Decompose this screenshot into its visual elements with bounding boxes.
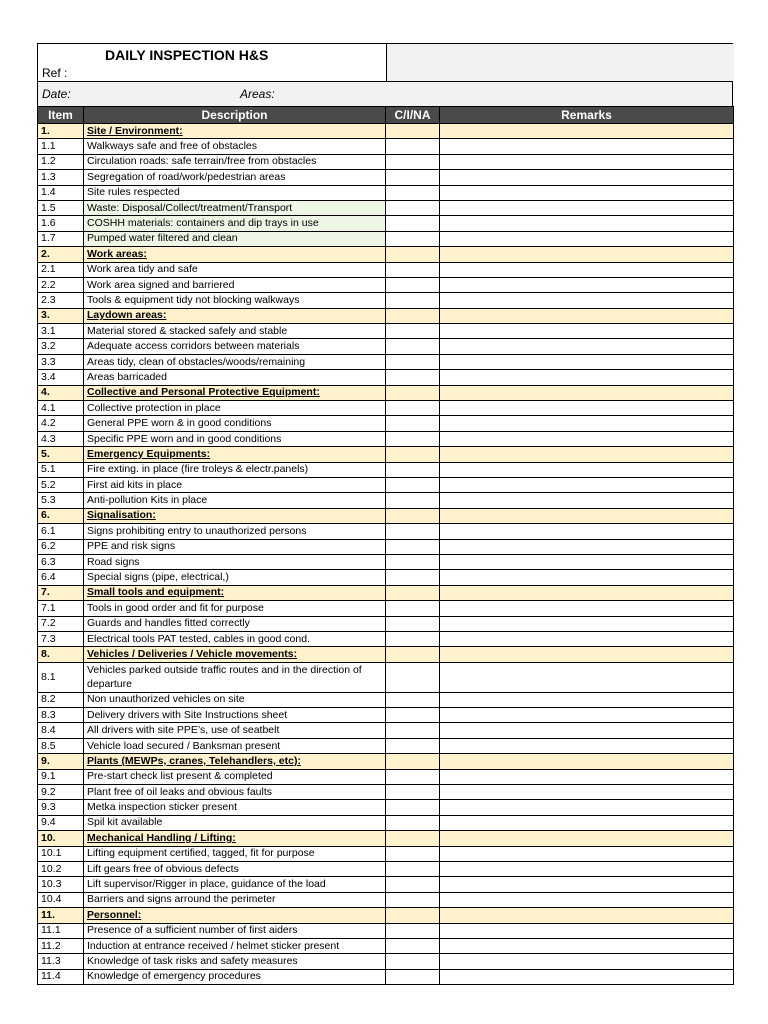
table-row xyxy=(38,723,734,738)
item-number: 6.1 xyxy=(38,524,84,539)
table-row xyxy=(38,431,734,446)
item-number: 3.1 xyxy=(38,324,84,339)
cina-input-cell[interactable] xyxy=(386,892,440,907)
item-description: First aid kits in place xyxy=(84,477,386,492)
item-description: Knowledge of emergency procedures xyxy=(84,969,386,984)
section-title: Signalisation: xyxy=(84,508,386,523)
item-description: Electrical tools PAT tested, cables in good cond. xyxy=(84,631,386,646)
table-row xyxy=(38,154,734,169)
table-row xyxy=(38,570,734,585)
table-row xyxy=(38,815,734,830)
cina-input-cell[interactable] xyxy=(386,969,440,984)
remarks-input-cell[interactable] xyxy=(440,923,734,938)
table-row xyxy=(38,216,734,231)
remarks-input-cell[interactable] xyxy=(440,139,734,154)
item-description: COSHH materials: containers and dip trays in use xyxy=(84,216,386,231)
item-number: 7.2 xyxy=(38,616,84,631)
section-row xyxy=(38,754,734,769)
item-description: PPE and risk signs xyxy=(84,539,386,554)
table-row xyxy=(38,170,734,185)
remarks-input-cell[interactable] xyxy=(440,846,734,861)
section-cina-cell xyxy=(386,124,440,139)
remarks-input-cell[interactable] xyxy=(440,354,734,369)
section-number: 10. xyxy=(38,831,84,846)
item-number: 4.3 xyxy=(38,431,84,446)
cina-input-cell[interactable] xyxy=(386,200,440,215)
cina-input-cell[interactable] xyxy=(386,431,440,446)
table-row xyxy=(38,139,734,154)
section-title: Small tools and equipment: xyxy=(84,585,386,600)
item-description: Plant free of oil leaks and obvious faults xyxy=(84,785,386,800)
remarks-input-cell[interactable] xyxy=(440,692,734,707)
remarks-input-cell[interactable] xyxy=(440,524,734,539)
table-row xyxy=(38,892,734,907)
col-header-description: Description xyxy=(84,107,386,124)
section-cina-cell xyxy=(386,385,440,400)
col-header-item: Item xyxy=(38,107,84,124)
item-number: 5.3 xyxy=(38,493,84,508)
remarks-input-cell[interactable] xyxy=(440,216,734,231)
item-description: Material stored & stacked safely and stable xyxy=(84,324,386,339)
item-number: 8.5 xyxy=(38,738,84,753)
item-number: 10.1 xyxy=(38,846,84,861)
item-description: Collective protection in place xyxy=(84,401,386,416)
remarks-input-cell[interactable] xyxy=(440,769,734,784)
item-number: 8.4 xyxy=(38,723,84,738)
item-number: 8.1 xyxy=(38,662,84,692)
section-cina-cell xyxy=(386,831,440,846)
table-row xyxy=(38,861,734,876)
cina-input-cell[interactable] xyxy=(386,170,440,185)
item-number: 9.3 xyxy=(38,800,84,815)
section-title: Laydown areas: xyxy=(84,308,386,323)
table-row xyxy=(38,877,734,892)
areas-label: Areas: xyxy=(240,87,275,101)
remarks-input-cell[interactable] xyxy=(440,231,734,246)
item-description: Signs prohibiting entry to unauthorized persons xyxy=(84,524,386,539)
section-row xyxy=(38,385,734,400)
table-row xyxy=(38,954,734,969)
page-title: DAILY INSPECTION H&S xyxy=(105,47,269,63)
section-remarks-cell xyxy=(440,447,734,462)
item-description: Anti-pollution Kits in place xyxy=(84,493,386,508)
section-remarks-cell xyxy=(440,308,734,323)
sheet-header xyxy=(37,43,733,81)
remarks-input-cell[interactable] xyxy=(440,185,734,200)
item-description: Lift supervisor/Rigger in place, guidance of the load xyxy=(84,877,386,892)
section-number: 11. xyxy=(38,908,84,923)
cina-input-cell[interactable] xyxy=(386,401,440,416)
item-number: 2.1 xyxy=(38,262,84,277)
section-row xyxy=(38,508,734,523)
cina-input-cell[interactable] xyxy=(386,877,440,892)
section-number: 3. xyxy=(38,308,84,323)
cina-input-cell[interactable] xyxy=(386,477,440,492)
table-row xyxy=(38,200,734,215)
section-number: 5. xyxy=(38,447,84,462)
section-title: Collective and Personal Protective Equipment: xyxy=(84,385,386,400)
cina-input-cell[interactable] xyxy=(386,539,440,554)
remarks-input-cell[interactable] xyxy=(440,370,734,385)
cina-input-cell[interactable] xyxy=(386,231,440,246)
item-number: 9.1 xyxy=(38,769,84,784)
header-blank-cell xyxy=(387,44,734,81)
item-description: Areas barricaded xyxy=(84,370,386,385)
remarks-input-cell[interactable] xyxy=(440,324,734,339)
item-description: Circulation roads: safe terrain/free from obstacles xyxy=(84,154,386,169)
item-description: Barriers and signs arround the perimeter xyxy=(84,892,386,907)
cina-input-cell[interactable] xyxy=(386,708,440,723)
col-header-cina: C/I/NA xyxy=(386,107,440,124)
item-number: 9.4 xyxy=(38,815,84,830)
section-remarks-cell xyxy=(440,647,734,662)
cina-input-cell[interactable] xyxy=(386,923,440,938)
remarks-input-cell[interactable] xyxy=(440,401,734,416)
item-description: Guards and handles fitted correctly xyxy=(84,616,386,631)
item-number: 1.3 xyxy=(38,170,84,185)
remarks-input-cell[interactable] xyxy=(440,785,734,800)
table-row xyxy=(38,846,734,861)
inspection-sheet xyxy=(37,43,733,985)
section-row xyxy=(38,124,734,139)
item-description: Fire exting. in place (fire troleys & electr.panels) xyxy=(84,462,386,477)
item-description: Delivery drivers with Site Instructions sheet xyxy=(84,708,386,723)
section-number: 7. xyxy=(38,585,84,600)
cina-input-cell[interactable] xyxy=(386,324,440,339)
section-cina-cell xyxy=(386,647,440,662)
remarks-input-cell[interactable] xyxy=(440,477,734,492)
item-number: 4.2 xyxy=(38,416,84,431)
remarks-input-cell[interactable] xyxy=(440,570,734,585)
table-row xyxy=(38,800,734,815)
section-cina-cell xyxy=(386,754,440,769)
remarks-input-cell[interactable] xyxy=(440,738,734,753)
remarks-input-cell[interactable] xyxy=(440,861,734,876)
table-row xyxy=(38,416,734,431)
item-number: 10.4 xyxy=(38,892,84,907)
table-row xyxy=(38,539,734,554)
section-row xyxy=(38,908,734,923)
table-row xyxy=(38,662,734,692)
remarks-input-cell[interactable] xyxy=(440,293,734,308)
item-description: Spil kit available xyxy=(84,815,386,830)
cina-input-cell[interactable] xyxy=(386,846,440,861)
remarks-input-cell[interactable] xyxy=(440,554,734,569)
remarks-input-cell[interactable] xyxy=(440,892,734,907)
item-number: 5.1 xyxy=(38,462,84,477)
section-title: Emergency Equipments: xyxy=(84,447,386,462)
section-title: Vehicles / Deliveries / Vehicle movements: xyxy=(84,647,386,662)
remarks-input-cell[interactable] xyxy=(440,493,734,508)
table-header-row xyxy=(38,107,734,124)
item-description: Special signs (pipe, electrical,) xyxy=(84,570,386,585)
cina-input-cell[interactable] xyxy=(386,524,440,539)
item-number: 1.6 xyxy=(38,216,84,231)
item-number: 11.2 xyxy=(38,938,84,953)
item-number: 1.7 xyxy=(38,231,84,246)
section-remarks-cell xyxy=(440,585,734,600)
item-number: 11.3 xyxy=(38,954,84,969)
cina-input-cell[interactable] xyxy=(386,815,440,830)
remarks-input-cell[interactable] xyxy=(440,708,734,723)
item-description: Work area signed and barriered xyxy=(84,277,386,292)
item-number: 6.3 xyxy=(38,554,84,569)
section-title: Plants (MEWPs, cranes, Telehandlers, etc): xyxy=(84,754,386,769)
item-description: Waste: Disposal/Collect/treatment/Transport xyxy=(84,200,386,215)
section-number: 9. xyxy=(38,754,84,769)
cina-input-cell[interactable] xyxy=(386,692,440,707)
item-number: 5.2 xyxy=(38,477,84,492)
cina-input-cell[interactable] xyxy=(386,154,440,169)
remarks-input-cell[interactable] xyxy=(440,877,734,892)
section-row xyxy=(38,647,734,662)
item-number: 2.2 xyxy=(38,277,84,292)
section-title: Personnel: xyxy=(84,908,386,923)
cina-input-cell[interactable] xyxy=(386,785,440,800)
cina-input-cell[interactable] xyxy=(386,293,440,308)
cina-input-cell[interactable] xyxy=(386,601,440,616)
remarks-input-cell[interactable] xyxy=(440,170,734,185)
cina-input-cell[interactable] xyxy=(386,662,440,692)
section-row xyxy=(38,308,734,323)
table-row xyxy=(38,785,734,800)
table-row xyxy=(38,277,734,292)
table-row xyxy=(38,708,734,723)
cina-input-cell[interactable] xyxy=(386,954,440,969)
remarks-input-cell[interactable] xyxy=(440,601,734,616)
table-row xyxy=(38,185,734,200)
date-areas-bar xyxy=(37,81,733,106)
remarks-input-cell[interactable] xyxy=(440,954,734,969)
remarks-input-cell[interactable] xyxy=(440,631,734,646)
remarks-input-cell[interactable] xyxy=(440,339,734,354)
section-number: 6. xyxy=(38,508,84,523)
cina-input-cell[interactable] xyxy=(386,262,440,277)
item-description: Vehicle load secured / Banksman present xyxy=(84,738,386,753)
cina-input-cell[interactable] xyxy=(386,370,440,385)
section-row xyxy=(38,247,734,262)
item-number: 7.3 xyxy=(38,631,84,646)
table-row xyxy=(38,462,734,477)
item-number: 3.4 xyxy=(38,370,84,385)
cina-input-cell[interactable] xyxy=(386,462,440,477)
table-row xyxy=(38,769,734,784)
item-number: 11.1 xyxy=(38,923,84,938)
section-cina-cell xyxy=(386,585,440,600)
item-number: 2.3 xyxy=(38,293,84,308)
section-remarks-cell xyxy=(440,385,734,400)
cina-input-cell[interactable] xyxy=(386,723,440,738)
item-description: Pumped water filtered and clean xyxy=(84,231,386,246)
remarks-input-cell[interactable] xyxy=(440,800,734,815)
item-number: 6.2 xyxy=(38,539,84,554)
remarks-input-cell[interactable] xyxy=(440,539,734,554)
table-row xyxy=(38,339,734,354)
item-number: 11.4 xyxy=(38,969,84,984)
table-row xyxy=(38,969,734,984)
item-number: 3.3 xyxy=(38,354,84,369)
cina-input-cell[interactable] xyxy=(386,339,440,354)
item-number: 1.5 xyxy=(38,200,84,215)
item-number: 1.2 xyxy=(38,154,84,169)
item-description: Induction at entrance received / helmet sticker present xyxy=(84,938,386,953)
item-description: Pre-start check list present & completed xyxy=(84,769,386,784)
cina-input-cell[interactable] xyxy=(386,493,440,508)
item-description: Metka inspection sticker present xyxy=(84,800,386,815)
section-remarks-cell xyxy=(440,247,734,262)
item-number: 3.2 xyxy=(38,339,84,354)
section-title: Mechanical Handling / Lifting: xyxy=(84,831,386,846)
remarks-input-cell[interactable] xyxy=(440,431,734,446)
section-number: 2. xyxy=(38,247,84,262)
table-row xyxy=(38,370,734,385)
remarks-input-cell[interactable] xyxy=(440,200,734,215)
header-title-cell xyxy=(38,44,387,81)
remarks-input-cell[interactable] xyxy=(440,416,734,431)
section-remarks-cell xyxy=(440,508,734,523)
cina-input-cell[interactable] xyxy=(386,861,440,876)
item-description: Walkways safe and free of obstacles xyxy=(84,139,386,154)
item-description: Specific PPE worn and in good conditions xyxy=(84,431,386,446)
item-description: Knowledge of task risks and safety measures xyxy=(84,954,386,969)
table-row xyxy=(38,231,734,246)
item-description: Work area tidy and safe xyxy=(84,262,386,277)
table-row xyxy=(38,524,734,539)
table-row xyxy=(38,324,734,339)
item-number: 7.1 xyxy=(38,601,84,616)
table-row xyxy=(38,554,734,569)
item-description: Tools & equipment tidy not blocking walkways xyxy=(84,293,386,308)
section-title: Work areas: xyxy=(84,247,386,262)
section-number: 4. xyxy=(38,385,84,400)
remarks-input-cell[interactable] xyxy=(440,262,734,277)
item-number: 10.2 xyxy=(38,861,84,876)
item-number: 8.2 xyxy=(38,692,84,707)
table-row xyxy=(38,477,734,492)
remarks-input-cell[interactable] xyxy=(440,969,734,984)
item-number: 6.4 xyxy=(38,570,84,585)
item-description: Site rules respected xyxy=(84,185,386,200)
section-row xyxy=(38,447,734,462)
cina-input-cell[interactable] xyxy=(386,631,440,646)
item-number: 4.1 xyxy=(38,401,84,416)
table-row xyxy=(38,692,734,707)
section-remarks-cell xyxy=(440,754,734,769)
remarks-input-cell[interactable] xyxy=(440,154,734,169)
section-number: 1. xyxy=(38,124,84,139)
table-row xyxy=(38,938,734,953)
table-row xyxy=(38,401,734,416)
col-header-remarks: Remarks xyxy=(440,107,734,124)
remarks-input-cell[interactable] xyxy=(440,938,734,953)
cina-input-cell[interactable] xyxy=(386,616,440,631)
table-row xyxy=(38,738,734,753)
item-description: All drivers with site PPE’s, use of seatbelt xyxy=(84,723,386,738)
item-description: General PPE worn & in good conditions xyxy=(84,416,386,431)
cina-input-cell[interactable] xyxy=(386,769,440,784)
section-cina-cell xyxy=(386,508,440,523)
item-number: 1.1 xyxy=(38,139,84,154)
cina-input-cell[interactable] xyxy=(386,185,440,200)
section-cina-cell xyxy=(386,447,440,462)
table-row xyxy=(38,262,734,277)
checklist-table xyxy=(37,106,734,985)
date-label: Date: xyxy=(42,87,71,101)
section-remarks-cell xyxy=(440,124,734,139)
item-description: Tools in good order and fit for purpose xyxy=(84,601,386,616)
item-description: Areas tidy, clean of obstacles/woods/remaining xyxy=(84,354,386,369)
section-remarks-cell xyxy=(440,831,734,846)
table-row xyxy=(38,493,734,508)
remarks-input-cell[interactable] xyxy=(440,662,734,692)
item-number: 10.3 xyxy=(38,877,84,892)
item-number: 8.3 xyxy=(38,708,84,723)
cina-input-cell[interactable] xyxy=(386,570,440,585)
table-row xyxy=(38,631,734,646)
remarks-input-cell[interactable] xyxy=(440,462,734,477)
section-remarks-cell xyxy=(440,908,734,923)
item-description: Road signs xyxy=(84,554,386,569)
item-description: Lift gears free of obvious defects xyxy=(84,861,386,876)
section-cina-cell xyxy=(386,247,440,262)
cina-input-cell[interactable] xyxy=(386,277,440,292)
cina-input-cell[interactable] xyxy=(386,938,440,953)
table-row xyxy=(38,354,734,369)
table-row xyxy=(38,616,734,631)
item-number: 9.2 xyxy=(38,785,84,800)
cina-input-cell[interactable] xyxy=(386,139,440,154)
section-number: 8. xyxy=(38,647,84,662)
table-row xyxy=(38,293,734,308)
item-description: Non unauthorized vehicles on site xyxy=(84,692,386,707)
cina-input-cell[interactable] xyxy=(386,354,440,369)
cina-input-cell[interactable] xyxy=(386,554,440,569)
cina-input-cell[interactable] xyxy=(386,800,440,815)
section-row xyxy=(38,585,734,600)
item-description: Segregation of road/work/pedestrian areas xyxy=(84,170,386,185)
section-cina-cell xyxy=(386,908,440,923)
item-description: Vehicles parked outside traffic routes and in the direction of departure xyxy=(84,662,386,692)
section-title: Site / Environment: xyxy=(84,124,386,139)
cina-input-cell[interactable] xyxy=(386,416,440,431)
remarks-input-cell[interactable] xyxy=(440,723,734,738)
remarks-input-cell[interactable] xyxy=(440,616,734,631)
section-cina-cell xyxy=(386,308,440,323)
cina-input-cell[interactable] xyxy=(386,738,440,753)
section-row xyxy=(38,831,734,846)
item-description: Presence of a sufficient number of first aiders xyxy=(84,923,386,938)
item-number: 1.4 xyxy=(38,185,84,200)
cina-input-cell[interactable] xyxy=(386,216,440,231)
table-row xyxy=(38,601,734,616)
item-description: Lifting equipment certified, tagged, fit for purpose xyxy=(84,846,386,861)
ref-label: Ref : xyxy=(42,66,68,80)
remarks-input-cell[interactable] xyxy=(440,815,734,830)
table-row xyxy=(38,923,734,938)
item-description: Adequate access corridors between materials xyxy=(84,339,386,354)
remarks-input-cell[interactable] xyxy=(440,277,734,292)
